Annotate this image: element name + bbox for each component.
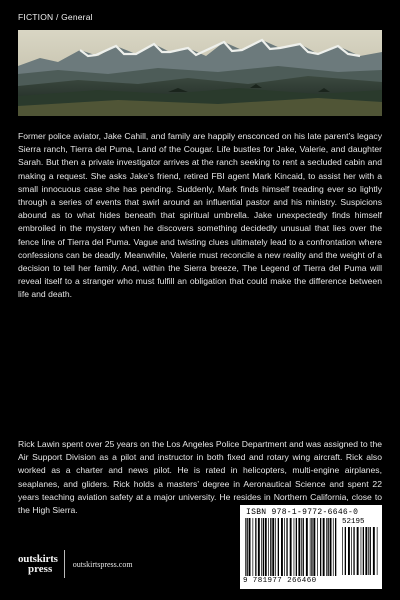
- barcode-bar: [301, 518, 302, 576]
- barcode-bar: [261, 518, 262, 576]
- barcode-bar: [247, 518, 248, 576]
- barcode-bar: [326, 518, 327, 576]
- barcode-bar: [373, 527, 375, 575]
- barcode-digits: 9 781977 266460: [243, 577, 317, 585]
- publisher-divider: [64, 550, 65, 578]
- barcode-bar: [370, 527, 371, 575]
- barcode-bar: [253, 518, 254, 576]
- barcode-bar: [294, 518, 295, 576]
- barcode-bar: [313, 518, 315, 576]
- barcode-bar: [249, 518, 251, 576]
- barcode-bar: [323, 518, 325, 576]
- barcode-addon-bars: [341, 527, 379, 575]
- isbn-number: ISBN 978-1-9772-6646-0: [246, 508, 359, 517]
- barcode-bar: [368, 527, 369, 575]
- barcode-bar: [258, 518, 260, 576]
- barcode-bar: [311, 518, 312, 576]
- mountain-banner-image: [18, 30, 382, 116]
- publisher-logo-line1: outskirts: [18, 553, 58, 565]
- barcode-bar: [306, 518, 308, 576]
- barcode-bar: [284, 518, 285, 576]
- barcode-bar: [272, 518, 274, 576]
- barcode-bars: [244, 518, 338, 576]
- publisher-url: outskirtspress.com: [72, 559, 133, 569]
- barcode-bar: [345, 527, 346, 575]
- barcode-bar: [365, 527, 367, 575]
- publisher-logo-line2: press: [28, 563, 53, 575]
- barcode-bar: [281, 518, 283, 576]
- barcode-bar: [286, 518, 287, 576]
- barcode-bar: [351, 527, 352, 575]
- barcode-bar: [278, 518, 279, 576]
- price-code: 52195: [342, 518, 365, 526]
- barcode-bar: [296, 518, 297, 576]
- barcode-bar: [310, 518, 311, 576]
- publisher-logo: [18, 554, 58, 574]
- barcode-bar: [357, 527, 359, 575]
- barcode-bar: [290, 518, 292, 576]
- barcode-bar: [298, 518, 300, 576]
- barcode-bar: [263, 518, 264, 576]
- category-label: FICTION / General: [18, 12, 93, 22]
- barcode-bar: [363, 527, 364, 575]
- barcode-bar: [348, 527, 350, 575]
- barcode-bar: [275, 518, 276, 576]
- barcode-bar: [268, 518, 269, 576]
- barcode-bar: [245, 518, 246, 576]
- barcode-bar: [328, 518, 329, 576]
- barcode-bar: [335, 518, 336, 576]
- book-description: Former police aviator, Jake Cahill, and family are happily ensconced on his late parent’s legacy Sierra ranch, Tierra del Puma, Land of the Cougar. Life bustles for Jake, Valerie, and daughter Sarah. But then a private investigator arrives at the ranch seeking to rent a secluded cabin and making a request. She asks Jake’s friend, retired FBI agent Mark Kincaid, to assist her with a small innocuous case she has pending. Suddenly, Mark finds himself treading ever so lightly through a series of events that swirl around an influential pastor and his ministry. Suspicions abound as to what hides beneath that spiritual umbrella. Jake unexpectedly finds himself embroiled in the mystery when he discovers something decidedly unusual that lies over the fence line of Tierra del Puma. Vague and twisting clues ultimately lead to a confrontation where confessions can be deadly. Meanwhile, Valerie must reconcile a new reality and the weight of a decision to tell her family. And, within the Sierra breeze, The Legend of Tierra del Puma will reveal itself to a stranger who must fulfill an obligation that could make the difference between life and death.: [18, 131, 382, 300]
- isbn-barcode: [240, 505, 382, 589]
- barcode-bar: [377, 527, 378, 575]
- barcode-bar: [255, 518, 256, 576]
- barcode-bar: [270, 518, 271, 576]
- barcode-bar: [361, 527, 362, 575]
- barcode-bar: [303, 518, 304, 576]
- publisher-block: [18, 547, 133, 581]
- barcode-bar: [265, 518, 267, 576]
- barcode-bar: [342, 527, 343, 575]
- barcode-bar: [320, 518, 321, 576]
- barcode-bar: [330, 518, 332, 576]
- barcode-bar: [317, 518, 318, 576]
- barcode-bar: [333, 518, 334, 576]
- author-bio: Rick Lawin spent over 25 years on the Los Angeles Police Department and was assigned to the Air Support Division as a pilot and instructor in both fixed and rotary wing aircraft. Rick also worked as a charter and news pilot. He is rated in helicopters, multi-engine airplanes, seaplanes, and gliders. Rick holds a masters’ degree in Aeronautical Science and spent 22 years teaching aviation safety at a major university. He resides in Northern California, close to the High Sierra.: [18, 439, 382, 516]
- barcode-bar: [353, 527, 354, 575]
